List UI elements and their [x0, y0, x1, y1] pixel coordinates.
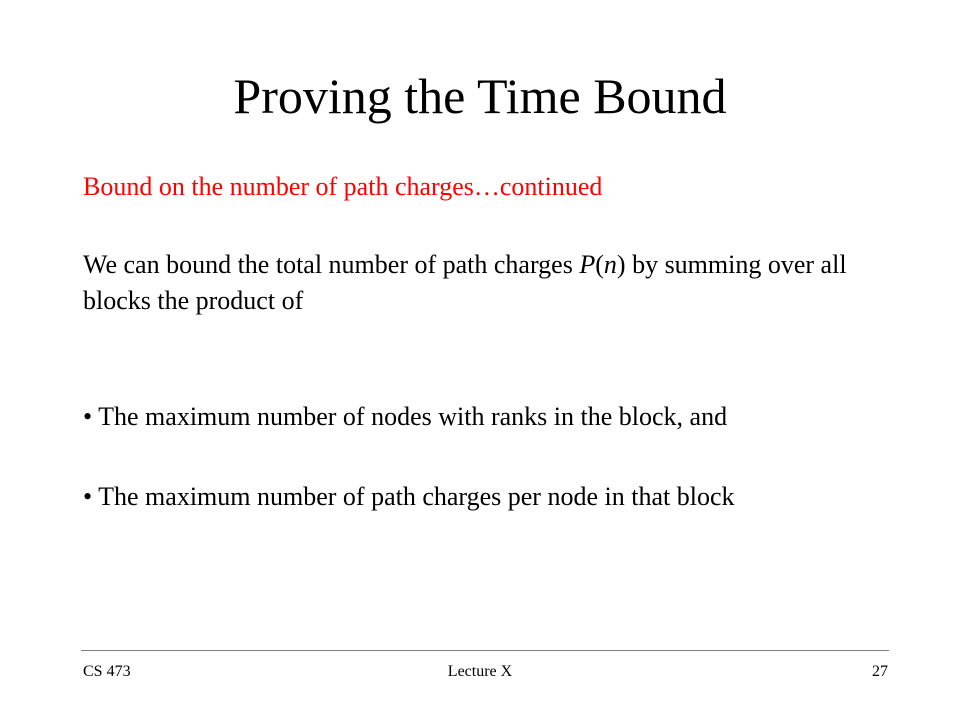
paragraph-text-start: We can bound the total number of path charges — [83, 250, 580, 279]
slide-title: Proving the Time Bound — [233, 68, 727, 124]
footer-page-number: 27 — [872, 663, 888, 680]
math-n: n — [603, 250, 617, 279]
bullet-mark: • — [83, 402, 93, 431]
math-close-paren: ) — [616, 250, 626, 279]
math-open-paren: ( — [595, 250, 604, 279]
bullet-item — [83, 399, 893, 435]
footer-divider — [81, 650, 889, 651]
math-p: P — [579, 250, 596, 279]
bullet-text: The maximum number of nodes with ranks in the block, and — [92, 402, 728, 431]
bullet-item — [83, 479, 893, 515]
bullet-text: The maximum number of path charges per node in that block — [92, 482, 735, 511]
slide-subtitle: Bound on the number of path charges…continued — [83, 172, 603, 201]
paragraph-text-end: by summing over all blocks the product of — [83, 250, 847, 315]
footer-course: CS 473 — [83, 663, 131, 680]
footer-lecture: Lecture X — [447, 663, 513, 680]
bullet-mark: • — [83, 482, 93, 511]
body-paragraph — [83, 247, 883, 319]
